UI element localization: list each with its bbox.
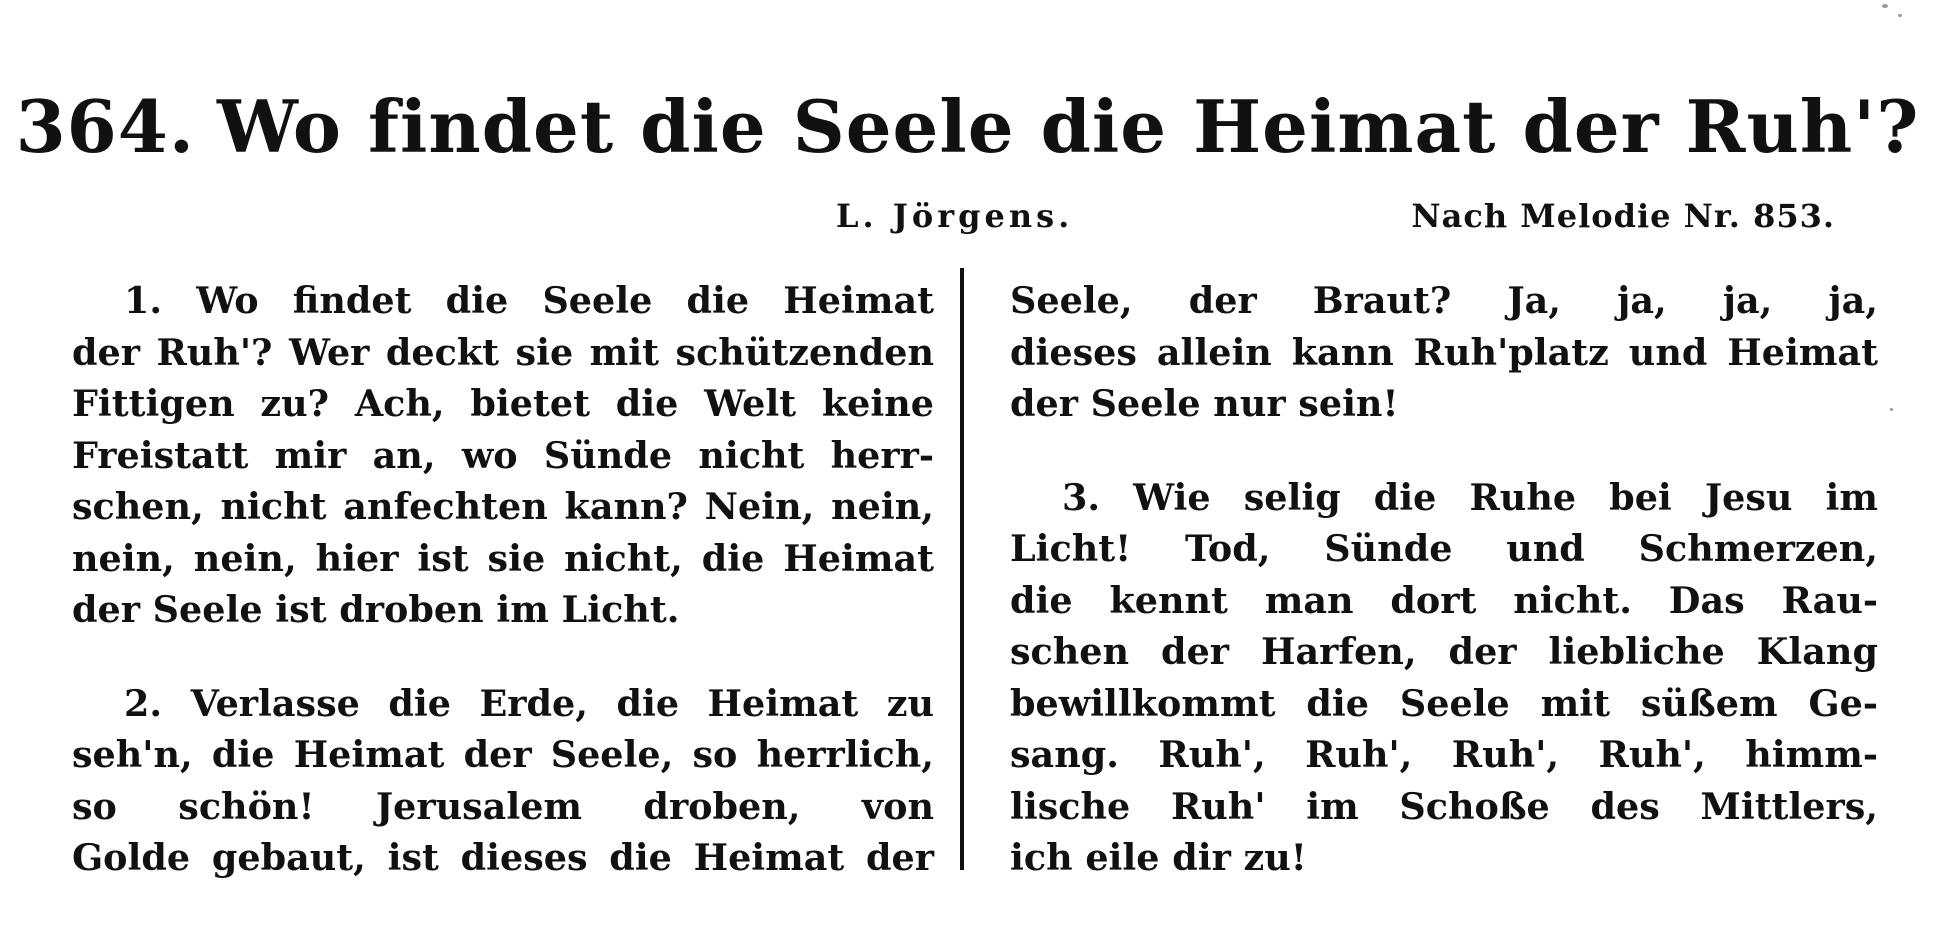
column-divider	[960, 268, 964, 870]
stanza-3-line-5: bewillkommt die Seele mit süßem Ge-	[1010, 681, 1878, 725]
stanza-2-line-1: 2. Verlasse die Erde, die Heimat zu	[124, 681, 934, 725]
hymn-title: Wo findet die Seele die Heimat der Ruh'?	[216, 84, 1920, 169]
scan-speck	[1882, 4, 1888, 8]
left-column	[72, 275, 934, 884]
stanza-1-line-3: Fittigen zu? Ach, bietet die Welt keine	[72, 382, 934, 425]
stanza-gap	[72, 636, 934, 678]
stanza-1-line-4: Freistatt mir an, wo Sünde nicht herr-	[72, 433, 934, 477]
stanza-3-line-7: lische Ruh' im Schoße des Mittlers,	[1010, 784, 1878, 828]
hymn-heading	[0, 82, 1935, 172]
stanza-3-line-4: schen der Harfen, der liebliche Klang	[1010, 630, 1878, 673]
stanza-2-line-4: Golde gebaut, ist dieses die Heimat der	[72, 836, 934, 879]
stanza-3-line-8: ich eile dir zu!	[1010, 836, 1307, 879]
stanza-3-line-1: 3. Wie selig die Ruhe bei Jesu im	[1062, 475, 1878, 519]
stanza-gap	[1010, 430, 1878, 472]
hymn-number: 364.	[15, 84, 195, 169]
right-column	[1010, 275, 1878, 884]
stanza-2-line-2: seh'n, die Heimat der Seele, so herrlich,	[72, 733, 934, 776]
stanza-2-line-3: so schön! Jerusalem droben, von	[72, 784, 934, 828]
stanza-1-line-5: schen, nicht anfechten kann? Nein, nein,	[72, 485, 934, 528]
stanza-3-line-6: sang. Ruh', Ruh', Ruh', Ruh', himm-	[1010, 733, 1878, 776]
stanza-2-line-7: der Seele nur sein!	[1010, 382, 1399, 425]
stanza-1-line-6: nein, nein, hier ist sie nicht, die Heimat	[72, 536, 934, 580]
stanza-1-line-7: der Seele ist droben im Licht.	[72, 588, 680, 631]
hymn-author: L. Jörgens.	[836, 197, 1074, 235]
stanza-2-line-6: dieses allein kann Ruh'platz und Heimat	[1010, 330, 1878, 374]
stanza-2-line-5: Seele, der Braut? Ja, ja, ja, ja,	[1010, 279, 1878, 322]
scan-speck	[1898, 14, 1902, 17]
stanza-3-line-3: die kennt man dort nicht. Das Rau-	[1010, 578, 1878, 622]
scan-speck	[1890, 408, 1893, 411]
melody-reference: Nach Melodie Nr. 853.	[1411, 197, 1835, 235]
stanza-1-line-2: der Ruh'? Wer deckt sie mit schützenden	[72, 330, 934, 374]
stanza-3-line-2: Licht! Tod, Sünde und Schmerzen,	[1010, 527, 1878, 570]
stanza-1-line-1: 1. Wo findet die Seele die Heimat	[124, 279, 934, 322]
